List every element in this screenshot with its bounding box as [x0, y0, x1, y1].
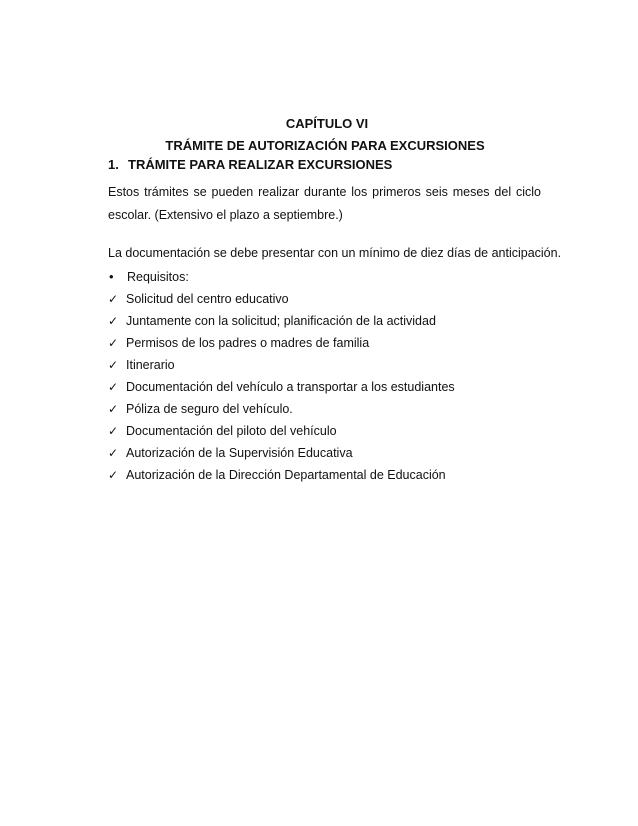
paragraph-deadline: Estos trámites se pueden realizar durante los primeros seis meses del ciclo escolar. (Extensivo el plazo a septiembre.)	[108, 185, 541, 222]
section-heading	[108, 157, 392, 173]
list-item	[108, 291, 455, 313]
list-item-text: Requisitos:	[127, 270, 189, 284]
section-number: 1.	[108, 157, 119, 172]
list-item-text: Documentación del vehículo a transportar a los estudiantes	[126, 380, 455, 394]
list-item-requirements-header	[108, 269, 455, 291]
checkmark-icon: ✓	[108, 314, 119, 328]
list-item-text: Póliza de seguro del vehículo.	[126, 402, 293, 416]
list-item	[108, 379, 455, 401]
bullet-icon: •	[109, 269, 114, 284]
list-item-text: Documentación del piloto del vehículo	[126, 424, 337, 438]
checkmark-icon: ✓	[108, 402, 119, 416]
list-item-text: Permisos de los padres o madres de familia	[126, 336, 370, 350]
list-item	[108, 357, 455, 379]
document-title: TRÁMITE DE AUTORIZACIÓN PARA EXCURSIONES	[165, 138, 485, 153]
list-item-text: Autorización de la Dirección Departamental de Educación	[126, 468, 446, 482]
section-heading-text: TRÁMITE PARA REALIZAR EXCURSIONES	[128, 157, 393, 172]
requirements-list	[108, 269, 455, 489]
list-item-text: Itinerario	[126, 358, 175, 372]
list-item-text: Solicitud del centro educativo	[126, 292, 289, 306]
chapter-heading: CAPÍTULO VI	[285, 116, 369, 131]
list-item-text: Juntamente con la solicitud; planificación de la actividad	[126, 314, 436, 328]
checkmark-icon: ✓	[108, 336, 119, 350]
checkmark-icon: ✓	[108, 358, 119, 372]
list-item	[108, 467, 455, 489]
list-item	[108, 313, 455, 335]
list-item-text: Autorización de la Supervisión Educativa	[126, 446, 353, 460]
list-item	[108, 401, 455, 423]
list-item	[108, 335, 455, 357]
checkmark-icon: ✓	[108, 380, 119, 394]
list-item	[108, 445, 455, 467]
checkmark-icon: ✓	[108, 446, 119, 460]
checkmark-icon: ✓	[108, 468, 119, 482]
checkmark-icon: ✓	[108, 292, 119, 306]
paragraph-documentation: La documentación se debe presentar con un mínimo de diez días de anticipación.	[108, 246, 562, 260]
checkmark-icon: ✓	[108, 424, 119, 438]
list-item	[108, 423, 455, 445]
